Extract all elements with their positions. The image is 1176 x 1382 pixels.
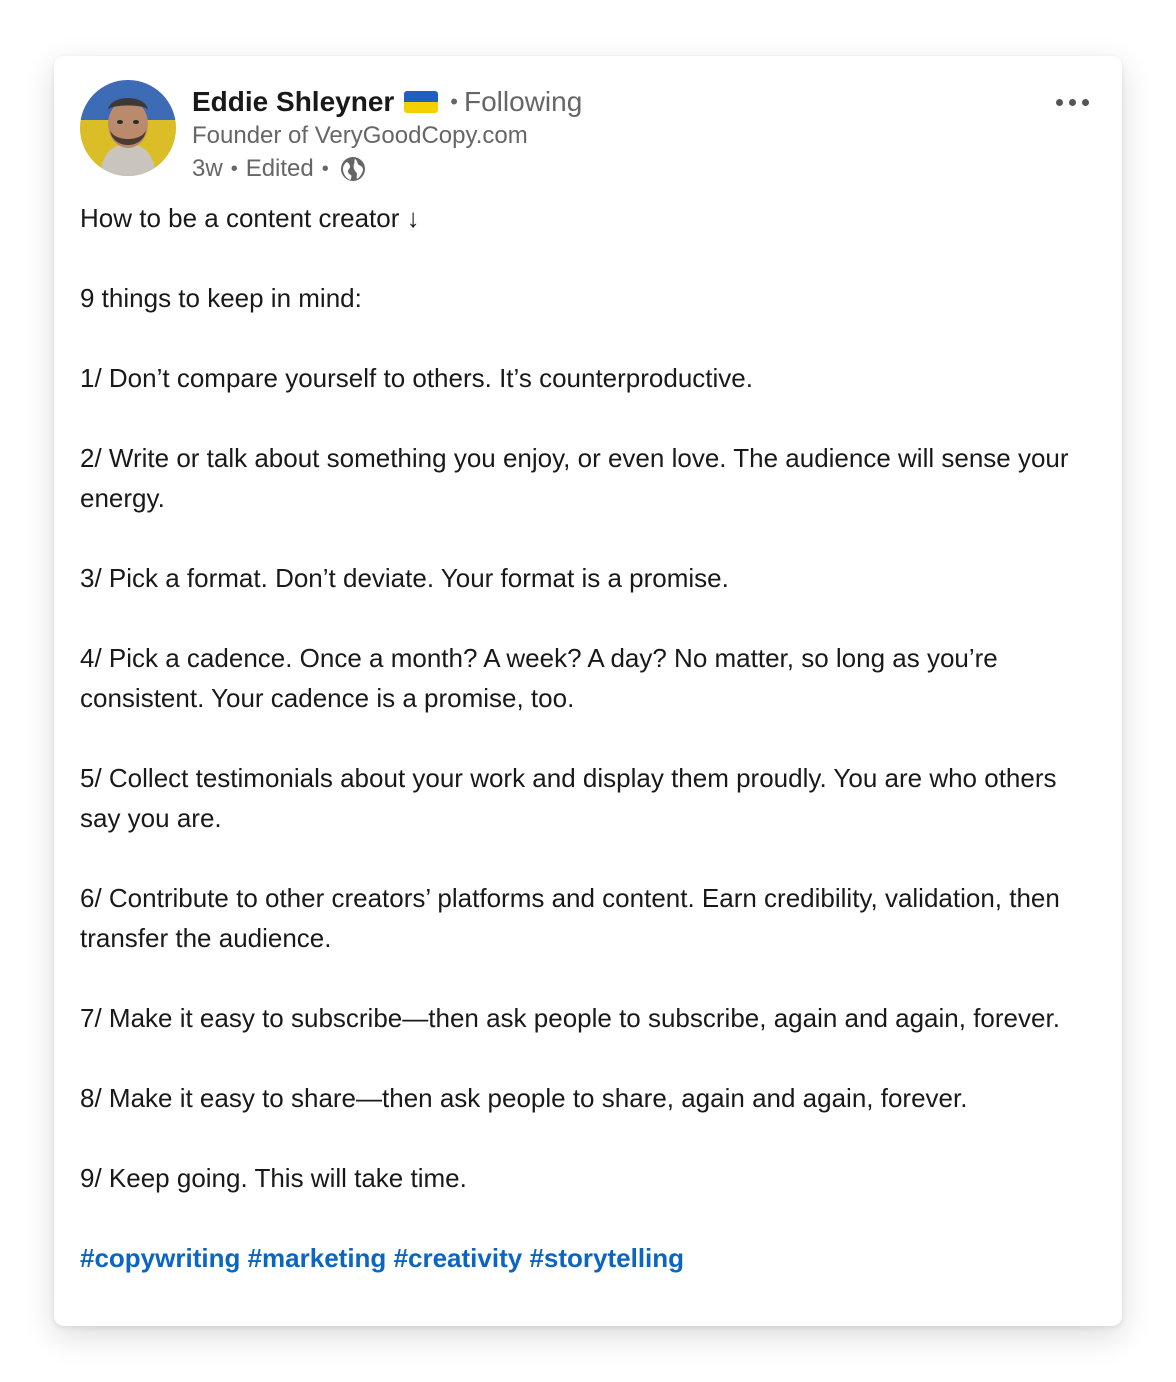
hashtag-link[interactable]: #storytelling [529,1243,685,1273]
post-paragraph: 3/ Pick a format. Don’t deviate. Your format is a promise. [80,563,729,593]
more-dot [1056,99,1063,106]
hashtag-link[interactable]: #marketing [247,1243,387,1273]
separator-dot: • [450,89,458,114]
post-paragraph: 9/ Keep going. This will take time. [80,1163,467,1193]
more-dot [1082,99,1089,106]
hashtag-list [80,1238,1096,1278]
post-paragraph: 9 things to keep in mind: [80,283,362,313]
author-headline: Founder of VeryGoodCopy.com [192,122,528,149]
post-paragraph: How to be a content creator ↓ [80,203,420,233]
author-name[interactable]: Eddie Shleyner [192,86,395,117]
post-paragraph: 4/ Pick a cadence. Once a month? A week? A day? No matter, so long as you’re consistent. Your cadence is a promise, too. [80,643,998,713]
post-paragraph: 2/ Write or talk about something you enjoy, or even love. The audience will sense your energy. [80,443,1069,513]
avatar-photo [80,80,176,176]
edited-label: Edited [245,155,314,182]
post-paragraph: 6/ Contribute to other creators’ platforms and content. Earn credibility, validation, then transfer the audience. [80,883,1060,953]
globe-icon [339,155,367,183]
follow-status[interactable]: Following [464,86,583,117]
separator-dot: • [230,157,238,180]
separator-dot: • [321,157,329,180]
hashtag-link[interactable]: #creativity [393,1243,523,1273]
post-time-row [192,152,1016,186]
post-header [80,80,1096,180]
hashtag-link[interactable]: #copywriting [80,1243,241,1273]
more-dot [1069,99,1076,106]
post-paragraph: 5/ Collect testimonials about your work and display them proudly. You are who others say you are. [80,763,1057,833]
post-card [54,56,1122,1326]
author-avatar[interactable] [80,80,176,176]
post-age: 3w [192,155,223,182]
author-meta [192,84,1016,186]
post-paragraph: 8/ Make it easy to share—then ask people to share, again and again, forever. [80,1083,968,1113]
post-paragraph: 7/ Make it easy to subscribe—then ask people to subscribe, again and again, forever. [80,1003,1060,1033]
post-paragraph: 1/ Don’t compare yourself to others. It’s counterproductive. [80,363,753,393]
ukraine-flag-icon [404,91,438,113]
author-name-row [192,84,1016,120]
post-body [80,198,1096,1278]
more-options-button[interactable] [1048,88,1096,116]
